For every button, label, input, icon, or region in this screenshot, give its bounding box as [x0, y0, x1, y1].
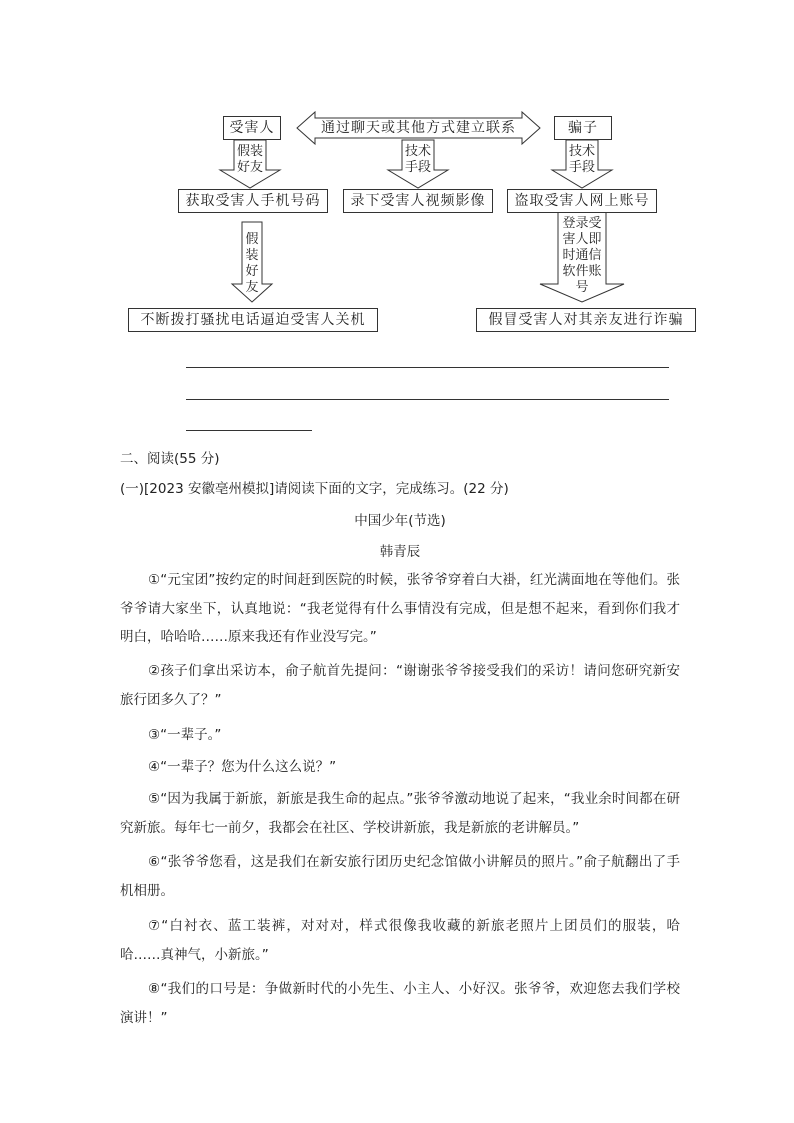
- box-steal-account: 盗取受害人网上账号: [507, 189, 657, 213]
- label-line: 登录受: [562, 216, 602, 231]
- label-line: 害人即: [562, 232, 602, 247]
- paragraph-3: ③“一辈子。”: [148, 727, 222, 743]
- label-arrow-right-1: [566, 144, 598, 176]
- section-heading: 二、阅读(55 分): [120, 451, 220, 467]
- label-char: 好: [245, 264, 259, 279]
- paragraph-7: ⑦“白衬衣、蓝工装裤，对对对，样式很像我收藏的新旅老照片上团员们的服装，哈哈……真神气，小新旅。”: [120, 918, 680, 963]
- label-char: 友: [245, 280, 259, 295]
- label-arrow-mid: [402, 144, 434, 176]
- paragraph-1: ①“元宝团”按约定的时间赶到医院的时候，张爷爷穿着白大褂，红光满面地在等他们。张爷爷请大家坐下，认真地说：“我老觉得有什么事情没有完成，但是想不起来，看到你们我才明白，哈哈哈……原来我还有作业没写完。”: [120, 572, 680, 645]
- answer-line-1[interactable]: [186, 367, 669, 368]
- label-line: 假装: [236, 144, 263, 159]
- label-line: 手段: [404, 160, 431, 175]
- label-line: 软件账: [562, 264, 602, 279]
- paragraph-2: ②孩子们拿出采访本，俞子航首先提问：“谢谢张爷爷接受我们的采访！请问您研究新安旅行团多久了？”: [120, 663, 680, 708]
- paragraph-8: ⑧“我们的口号是：争做新时代的小先生、小主人、小好汉。张爷爷，欢迎您去我们学校演讲！”: [120, 981, 680, 1026]
- label-line: 时通信: [562, 248, 602, 263]
- box-get-phone-number: 获取受害人手机号码: [178, 189, 328, 213]
- article-author: 韩青辰: [379, 544, 421, 560]
- answer-line-3[interactable]: [186, 430, 312, 431]
- box-fraudster: 骗子: [554, 116, 612, 140]
- label-line: 技术: [404, 144, 431, 159]
- answer-line-2[interactable]: [186, 399, 669, 400]
- box-record-video: 录下受害人视频影像: [343, 189, 493, 213]
- sub-heading: (一)[2023 安徽亳州模拟]请阅读下面的文字，完成练习。(22 分): [120, 481, 509, 497]
- paragraph-6: ⑥“张爷爷您看，这是我们在新安旅行团历史纪念馆做小讲解员的照片。”俞子航翻出了手机相册。: [120, 854, 680, 899]
- box-victim: 受害人: [223, 116, 281, 140]
- label-line: 手段: [568, 160, 595, 175]
- box-impersonate-fraud: 假冒受害人对其亲友进行诈骗: [476, 308, 696, 332]
- label-arrow-left-1: [234, 144, 266, 176]
- label-line: 号: [575, 280, 589, 295]
- paragraph-5: ⑤“因为我属于新旅，新旅是我生命的起点。”张爷爷激动地说了起来，“我业余时间都在研究新旅。每年七一前夕，我都会在社区、学校讲新旅，我是新旅的老讲解员。”: [120, 791, 680, 836]
- diagram-arrows: [0, 0, 794, 340]
- label-char: 装: [245, 248, 259, 263]
- label-line: 好友: [236, 160, 263, 175]
- label-arrow-left-2: [242, 232, 262, 296]
- box-harass-calls: 不断拨打骚扰电话逼迫受害人关机: [128, 308, 378, 332]
- label-arrow-right-2: [558, 216, 606, 296]
- article-title: 中国少年(节选): [354, 513, 446, 529]
- label-char: 假: [245, 232, 259, 247]
- box-middle-link: 通过聊天或其他方式建立联系: [321, 120, 516, 136]
- label-line: 技术: [568, 144, 595, 159]
- paragraph-4: ④“一辈子？您为什么这么说？”: [148, 759, 337, 775]
